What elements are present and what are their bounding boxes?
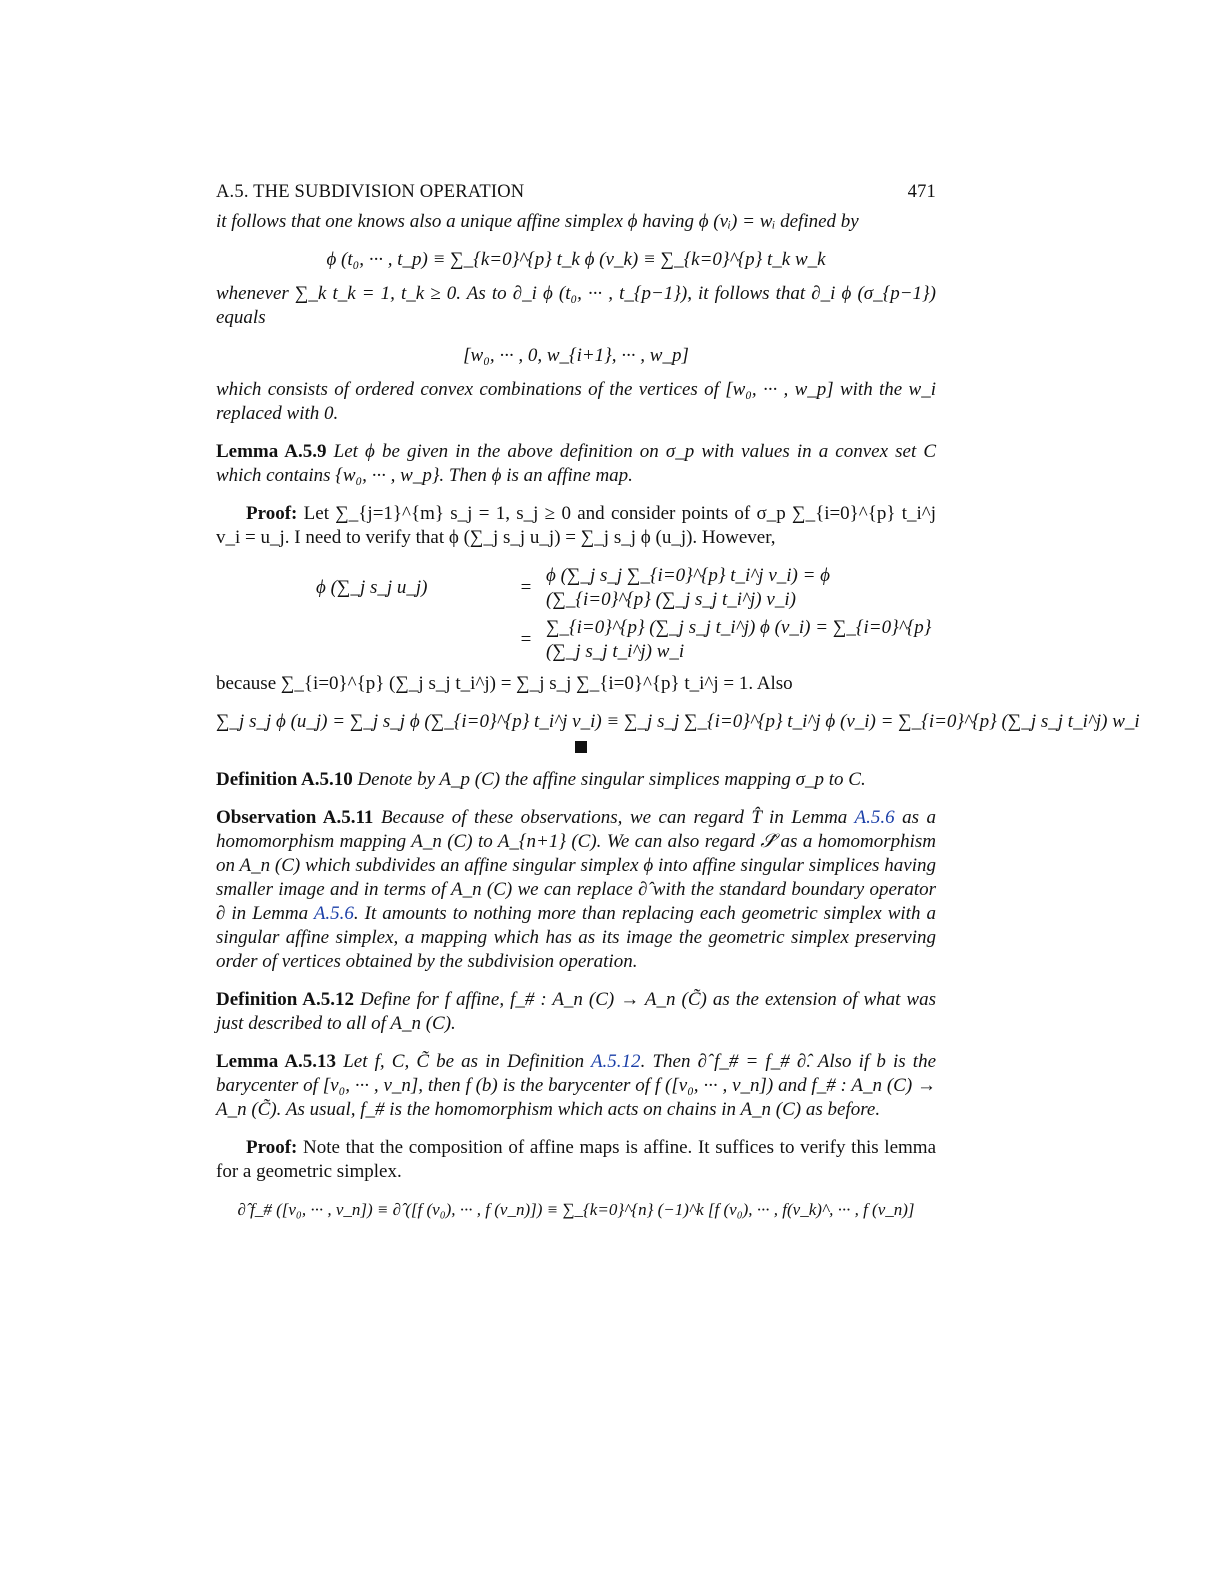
definition-a-5-10 [216,768,936,792]
eq3-row1-lhs: ϕ (∑_j s_j u_j) [316,577,428,598]
equation-4: ∑_j s_j ϕ (u_j) = ∑_j s_j ϕ (∑_{i=0}^{p} t_i^j v_i) ≡ ∑_j s_j ∑_{i=0}^{p} t_i^j ϕ (v_i) = ∑_{i=0}^{p} (∑_j s_j t_i^j) w_i [216,710,936,758]
definition-text: Denote by A_p (C) the affine singular simplices mapping σ_p to C. [357,769,866,790]
proof-1 [216,502,936,550]
equation-3 [316,564,936,664]
definition-text: Define for f affine, f_# : A_n (C) → A_n (C̃) as the extension of what was just described to all of A_n (C). [216,989,936,1034]
observation-label: Observation A.5.11 [216,807,374,828]
equation-2: [w₀, ··· , 0, w_{i+1}, ··· , w_p] [463,345,689,366]
proof-2 [216,1136,936,1184]
paragraph-4: because ∑_{i=0}^{p} (∑_j s_j t_i^j) = ∑_j s_j ∑_{i=0}^{p} t_i^j = 1. Also [216,673,793,694]
lemma-text: Let ϕ be given in the above definition on σ_p with values in a convex set C which contains {w₀, ··· , w_p}. Then ϕ is an affine map. [216,441,937,486]
eq3-row1-rhs: ϕ (∑_j s_j ∑_{i=0}^{p} t_i^j v_i) = ϕ (∑_{i=0}^{p} (∑_j s_j t_i^j) v_i) [546,565,831,610]
equation-5: ∂̂ f_# ([v₀, ··· , v_n]) ≡ ∂̂ ([f (v₀), ··· , f (v_n)]) ≡ ∑_{k=0}^{n} (−1)^k [f (v₀), ··· , f(v_k)^, ··· , f (v_n)] [237,1200,915,1219]
lemma-a-5-13: Lemma A.5.13 Let f, C, C̃ be as in Definition A.5.12. Then ∂̂ f_# = f_# ∂̂. Also if b is the barycenter of [v₀, ··· , v_n], then f (b) is the barycenter of f ([v₀, ··· , v_n]) and f_# : A_n (C) → A_n (C̃). As usual, f_# is the homomorphism which acts on chains in A_n (C) as before. [216,1051,936,1120]
definition-a-5-12-link[interactable]: A.5.12 [590,1051,641,1072]
lemma-a-5-6-link-2[interactable]: A.5.6 [313,903,354,924]
paragraph-2: whenever ∑_k t_k = 1, t_k ≥ 0. As to ∂_i ϕ (t₀, ··· , t_{p−1}), it follows that ∂_i ϕ (σ_{p−1}) equals [216,283,936,328]
observation-a-5-11: Observation A.5.11 Because of these observations, we can regard T̂ in Lemma A.5.6 as a homomorphism mapping A_n (C) to A_{n+1} (C). We can also regard 𝒮̂ as a homomorphism on A_n (C) which subdivides an affine singular simplex ϕ into affine singular simplices having smaller image and in terms of A_n (C) we can replace ∂̂ with the standard boundary operator ∂ in Lemma A.5.6. It amounts to nothing more than replacing each geometric simplex with a singular affine simplex, a mapping which has as its image the geometric simplex preserving order of vertices obtained by the subdivision operation. [216,807,936,972]
definition-label: Definition A.5.12 [216,989,354,1010]
proof-label: Proof: [246,1137,298,1158]
lemma-a-5-6-link[interactable]: A.5.6 [854,807,895,828]
proof-text: Note that the composition of affine maps is affine. It suffices to verify this lemma for a geometric simplex. [216,1137,937,1182]
eq3-row2-rhs: ∑_{i=0}^{p} (∑_j s_j t_i^j) ϕ (v_i) = ∑_{i=0}^{p} (∑_j s_j t_i^j) w_i [546,617,932,662]
lemma-label: Lemma A.5.9 [216,441,327,462]
paragraph-1: it follows that one knows also a unique affine simplex ϕ having ϕ (vᵢ) = wᵢ defined by [216,211,859,232]
page-number: 471 [907,182,936,202]
proof-label: Proof: [246,503,298,524]
lemma-a-5-9 [216,440,936,488]
definition-label: Definition A.5.10 [216,769,353,790]
running-header [216,180,936,210]
header-title: A.5. THE SUBDIVISION OPERATION [216,182,525,202]
page [216,180,1140,1232]
paragraph-3: which consists of ordered convex combinations of the vertices of [w₀, ··· , w_p] with the w_i replaced with 0. [216,379,936,424]
eq3-row2-eq: = [520,629,532,650]
eq3-row1-eq: = [520,577,532,598]
definition-a-5-12 [216,988,936,1036]
equation-1: ϕ (t₀, ··· , t_p) ≡ ∑_{k=0}^{p} t_k ϕ (v_k) ≡ ∑_{k=0}^{p} t_k w_k [326,249,826,270]
qed-icon [575,741,587,753]
proof-text: Let ∑_{j=1}^{m} s_j = 1, s_j ≥ 0 and consider points of σ_p ∑_{i=0}^{p} t_i^j v_i = u_j. I need to verify that ϕ (∑_j s_j u_j) = ∑_j s_j ϕ (u_j). However, [216,503,936,548]
lemma-label: Lemma A.5.13 [216,1051,337,1072]
